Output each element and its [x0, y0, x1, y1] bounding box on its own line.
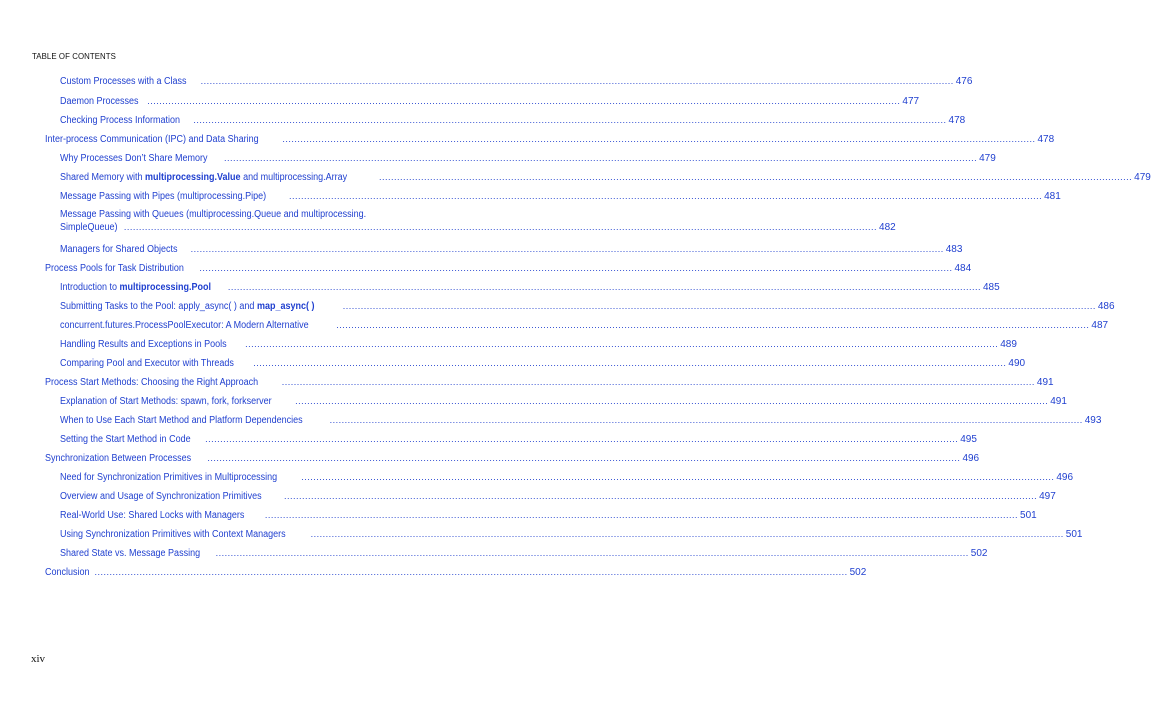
toc-entry-page: 479	[979, 153, 996, 164]
toc-entry-title	[60, 172, 347, 184]
toc-entry-page: 490	[1008, 358, 1026, 369]
toc-entry-page: 478	[1037, 134, 1055, 145]
title-part: Introduction to	[60, 282, 120, 293]
toc-entry-title: Comparing Pool and Executor with Threads	[60, 358, 234, 369]
toc-entry-sync-context-managers[interactable]	[60, 528, 1083, 541]
toc-entry-message-passing-pipes[interactable]	[60, 190, 1061, 203]
toc-entry-title: Message Passing with Pipes (multiprocessing.Pipe)	[60, 191, 267, 202]
toc-entry-title: Conclusion	[45, 567, 90, 578]
dot-leader	[94, 566, 847, 578]
toc-entry-need-sync-primitives[interactable]	[60, 471, 1074, 484]
toc-entry-title-line2: SimpleQueue)	[60, 222, 118, 233]
dot-leader	[201, 75, 954, 87]
toc-entry-comparing-pool-executor[interactable]	[60, 357, 1026, 370]
toc-entry-page: 487	[1091, 320, 1109, 331]
toc-entry-submitting-tasks[interactable]	[60, 300, 1115, 313]
toc-entry-ipc-data-sharing[interactable]	[45, 133, 1055, 146]
toc-entry-title: Need for Synchronization Primitives in Multiprocessing	[60, 472, 278, 483]
toc-entry-title: Checking Process Information	[60, 115, 181, 126]
dot-leader	[216, 547, 969, 559]
toc-entry-page: 477	[902, 96, 920, 107]
toc-entry-page: 491	[1036, 377, 1054, 388]
toc-entry-title: Shared State vs. Message Passing	[60, 548, 201, 559]
toc-entry-title: Real-World Use: Shared Locks with Managers	[60, 510, 245, 521]
toc-entry-page: 497	[1039, 491, 1056, 502]
toc-entry-title-line1: Message Passing with Queues (multiprocessing.Queue and multiprocessing.	[60, 209, 367, 220]
dot-leader	[228, 281, 981, 293]
toc-entry-title: Why Processes Don’t Share Memory	[60, 153, 208, 164]
dot-leader	[330, 414, 1083, 426]
toc-entry-page: 502	[970, 548, 988, 559]
dot-leader	[265, 509, 1018, 521]
dot-leader	[289, 190, 1042, 202]
toc-entry-title: Setting the Start Method in Code	[60, 434, 191, 445]
dot-leader	[124, 221, 877, 233]
title-part: Shared Memory with	[60, 172, 146, 183]
title-part-code: multiprocessing.Pool	[119, 282, 212, 293]
toc-entry-page: 479	[1134, 172, 1151, 183]
page-number: xiv	[31, 653, 46, 665]
toc-entry-page: 478	[948, 115, 966, 126]
title-part: and multiprocessing.Array	[240, 172, 348, 183]
toc-entry-title: Managers for Shared Objects	[60, 244, 178, 255]
toc-entry-process-pools[interactable]	[45, 262, 972, 275]
dot-leader	[311, 528, 1064, 540]
dot-leader	[147, 95, 900, 107]
toc-entry-custom-processes[interactable]	[60, 75, 973, 88]
toc-entry-title: Using Synchronization Primitives with Context Managers	[60, 529, 286, 540]
title-part-code: map_async( )	[256, 301, 315, 312]
toc-entry-title	[60, 301, 314, 313]
toc-entry-managers-shared-objects[interactable]	[60, 243, 963, 256]
title-part: Submitting Tasks to the Pool: apply_async( ) and	[60, 301, 257, 312]
toc-entry-page: 491	[1050, 396, 1067, 407]
dot-leader	[193, 114, 946, 126]
dot-leader	[199, 262, 952, 274]
toc-entry-page: 496	[962, 453, 980, 464]
toc-entry-intro-pool[interactable]	[60, 281, 1000, 294]
dot-leader	[336, 319, 1089, 331]
toc-entry-page: 485	[982, 282, 1000, 293]
toc-entry-page: 476	[955, 76, 973, 87]
dot-leader	[343, 300, 1096, 312]
toc-entry-title: Handling Results and Exceptions in Pools	[60, 339, 227, 350]
dot-leader	[245, 338, 998, 350]
dot-leader	[282, 376, 1035, 388]
dot-leader	[301, 471, 1054, 483]
toc-entry-conclusion[interactable]	[45, 566, 867, 579]
toc-entry-page: 482	[879, 222, 896, 233]
dot-leader	[379, 171, 1132, 183]
toc-entry-explanation-start-methods[interactable]	[60, 395, 1067, 408]
toc-entry-title: Synchronization Between Processes	[45, 453, 192, 464]
toc-entry-when-to-use-start-method[interactable]	[60, 414, 1102, 427]
dot-leader	[253, 357, 1006, 369]
toc-entry-title: Process Pools for Task Distribution	[45, 263, 184, 274]
toc-entry-title: Overview and Usage of Synchronization Primitives	[60, 491, 262, 502]
toc-entry-page: 483	[945, 244, 963, 255]
toc-entry-message-passing-queues[interactable]	[60, 209, 896, 234]
toc-entry-page: 493	[1084, 415, 1102, 426]
toc-entry-page: 484	[954, 263, 972, 274]
toc-entry-title: concurrent.futures.ProcessPoolExecutor: A Modern Alternative	[60, 320, 309, 331]
toc-entry-handling-results[interactable]	[60, 338, 1017, 351]
dot-leader	[224, 152, 977, 164]
toc-entry-title: When to Use Each Start Method and Platform Dependencies	[60, 415, 303, 426]
toc-entry-title	[60, 282, 211, 294]
toc-entry-process-pool-executor[interactable]	[60, 319, 1109, 332]
toc-entry-title: Custom Processes with a Class	[60, 76, 187, 87]
toc-entry-title: Explanation of Start Methods: spawn, fork, forkserver	[60, 396, 272, 407]
dot-leader	[205, 433, 958, 445]
toc-entry-page: 495	[960, 434, 977, 445]
toc-entry-shared-locks-managers[interactable]	[60, 509, 1037, 522]
toc-entry-title: Daemon Processes	[60, 96, 139, 107]
toc-entry-setting-start-method[interactable]	[60, 433, 977, 446]
toc-entry-title: Inter-process Communication (IPC) and Data Sharing	[45, 134, 259, 145]
toc-entry-overview-sync-primitives[interactable]	[60, 490, 1056, 503]
toc-entry-page: 496	[1056, 472, 1074, 483]
toc-entry-shared-state-vs-message[interactable]	[60, 547, 988, 560]
toc-entry-page: 501	[1020, 510, 1037, 521]
toc-entry-checking-process-info[interactable]	[60, 114, 966, 127]
toc-entry-page: 489	[1000, 339, 1017, 350]
toc-entry-page: 501	[1065, 529, 1083, 540]
toc-entry-title: Process Start Methods: Choosing the Right Approach	[45, 377, 259, 388]
toc-entry-shared-memory[interactable]	[60, 171, 1151, 184]
toc-entry-daemon-processes[interactable]	[60, 95, 920, 108]
toc-entry-page: 486	[1097, 301, 1115, 312]
dot-leader	[207, 452, 960, 464]
dot-leader	[295, 395, 1048, 407]
title-part-code: multiprocessing.Value	[145, 172, 241, 183]
dot-leader	[284, 490, 1037, 502]
toc-entry-page: 502	[849, 567, 867, 578]
dot-leader	[282, 133, 1035, 145]
running-header: TABLE OF CONTENTS	[32, 51, 116, 61]
toc-entry-start-methods[interactable]	[45, 376, 1054, 389]
toc-entry-why-processes-dont-share[interactable]	[60, 152, 996, 165]
toc-entry-synchronization[interactable]	[45, 452, 980, 465]
dot-leader	[191, 243, 944, 255]
toc-entry-page: 481	[1044, 191, 1061, 202]
